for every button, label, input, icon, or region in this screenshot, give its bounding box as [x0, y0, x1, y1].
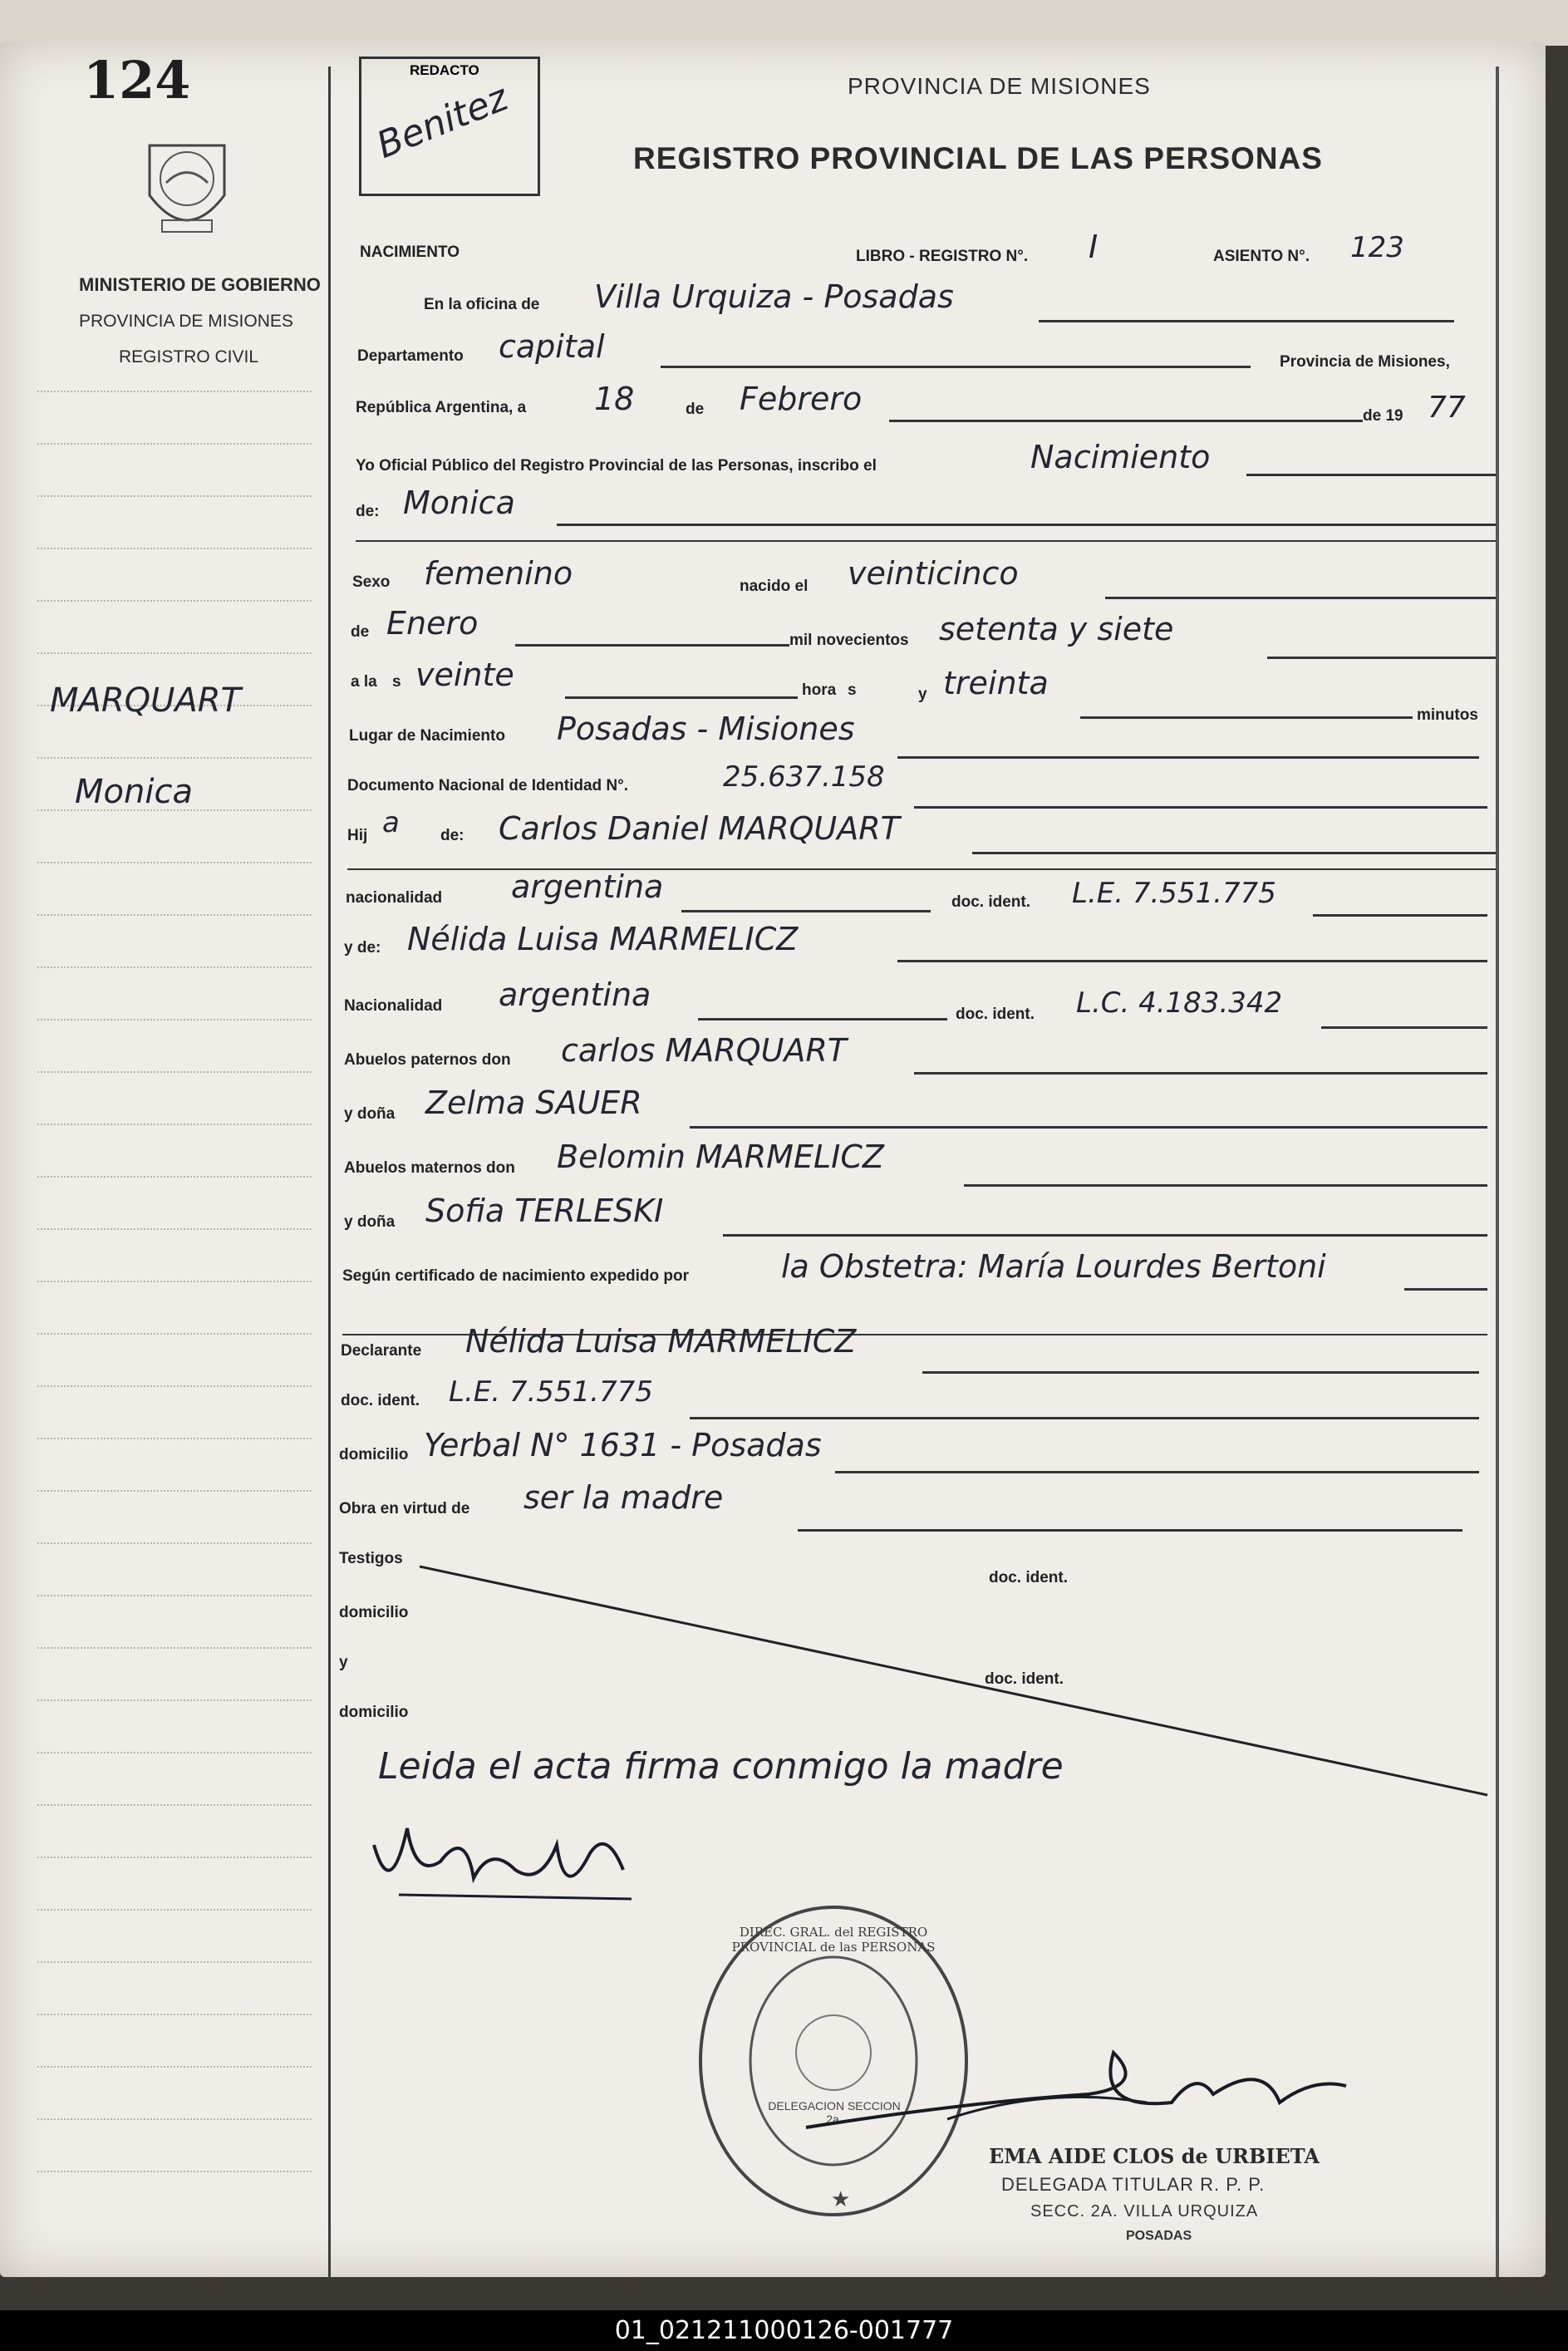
- inscribo-line: [1246, 474, 1496, 476]
- oficina-value: Villa Urquiza - Posadas: [594, 278, 954, 315]
- departamento-line: [661, 366, 1251, 368]
- libro-label: LIBRO - REGISTRO N°.: [856, 248, 1029, 265]
- margin-ruled-line: [37, 2066, 312, 2068]
- doc-decl-label: doc. ident.: [341, 1392, 420, 1409]
- hora-suffix: s: [392, 673, 401, 691]
- domicilio-line: [835, 1471, 1479, 1473]
- seal-inner-text: DELEGACION SECCION 2a.: [768, 2099, 901, 2126]
- madre-value: Nélida Luisa MARMELICZ: [407, 921, 799, 957]
- doc-padre-value: L.E. 7.551.775: [1072, 877, 1276, 910]
- doc-padre-line: [1313, 914, 1487, 917]
- padre-line: [972, 852, 1496, 854]
- de-mes-label: de: [351, 623, 370, 641]
- testigos-dom-label: domicilio: [339, 1604, 409, 1621]
- doc-padre-label: doc. ident.: [951, 893, 1030, 911]
- declarante-label: Declarante: [341, 1342, 422, 1360]
- margin-ruled-line: [37, 1804, 312, 1806]
- right-border: [1496, 66, 1499, 2277]
- margin-ruled-line: [37, 2171, 312, 2172]
- mes-value: Febrero: [740, 381, 863, 417]
- domicilio-label: domicilio: [339, 1446, 409, 1463]
- margin-ruled-line: [37, 1595, 312, 1596]
- inscribo-value: Nacimiento: [1030, 439, 1211, 475]
- margin-ruled-line: [37, 2014, 312, 2015]
- margin-ruled-line: [37, 391, 312, 392]
- hora-label: a la: [351, 673, 377, 691]
- nac-madre-label: Nacionalidad: [344, 997, 443, 1015]
- margin-ruled-line: [37, 1857, 312, 1858]
- nac-padre-label: nacionalidad: [346, 889, 443, 907]
- testigos-doc-label: doc. ident.: [989, 1569, 1068, 1586]
- hij-de-label: de:: [440, 827, 465, 844]
- margin-ruled-line: [37, 1752, 312, 1753]
- y-testigo-label: y: [339, 1654, 348, 1671]
- madre-label: y de:: [344, 939, 381, 957]
- y-label: y: [918, 686, 927, 703]
- redacto-box: [359, 57, 540, 196]
- lugar-value: Posadas - Misiones: [557, 711, 855, 747]
- nacido-value: veinticinco: [848, 555, 1019, 592]
- abuelo-m-value: Belomin MARMELICZ: [557, 1139, 884, 1175]
- mil-value: setenta y siete: [939, 611, 1174, 647]
- asiento-label: ASIENTO N°.: [1213, 248, 1310, 265]
- certificado-label: Según certificado de nacimiento expedido por: [342, 1267, 690, 1285]
- nac-padre-line: [681, 910, 931, 912]
- doc-madre-value: L.C. 4.183.342: [1076, 986, 1283, 1020]
- margin-ruled-line: [37, 443, 312, 445]
- minutos-value: treinta: [943, 665, 1049, 701]
- nombre-line-2: [356, 540, 1496, 542]
- redacto-signature: Benitez: [371, 76, 514, 168]
- abuela-p-line: [690, 1126, 1487, 1129]
- departamento-value: capital: [499, 328, 605, 365]
- oficina-line: [1039, 320, 1454, 322]
- sexo-value: femenino: [424, 555, 573, 592]
- mil-label: mil novecientos: [789, 632, 909, 649]
- page-number: 124: [83, 50, 191, 111]
- stamp-title: DELEGADA TITULAR R. P. P.: [1001, 2174, 1266, 2195]
- margin-ruled-line: [37, 1385, 312, 1387]
- y-doc-label: doc. ident.: [985, 1670, 1064, 1688]
- asiento-value: 123: [1350, 231, 1404, 264]
- obra-value: ser la madre: [523, 1479, 724, 1516]
- seal-text: DIREC. GRAL. del REGISTRO PROVINCIAL de las PERSONAS: [731, 1925, 936, 1955]
- redacto-label: REDACTO: [410, 62, 479, 78]
- margin-ruled-line: [37, 757, 312, 759]
- closing-text: Leida el acta firma conmigo la madre: [378, 1745, 1064, 1788]
- margin-ruled-line: [37, 862, 312, 863]
- oficial-text: Yo Oficial Público del Registro Provincial de las Personas, inscribo el: [356, 457, 877, 475]
- margin-ruled-line: [37, 1438, 312, 1439]
- coat-of-arms-icon: [141, 129, 233, 245]
- margin-ruled-line: [37, 1909, 312, 1911]
- hij-suffix: a: [382, 806, 400, 839]
- madre-line: [897, 960, 1487, 962]
- dni-value: 25.637.158: [723, 760, 885, 794]
- abuelo-p-line: [914, 1072, 1487, 1075]
- obra-line: [798, 1529, 1462, 1532]
- hora-line: [565, 696, 798, 699]
- doc-madre-line: [1321, 1026, 1487, 1029]
- margin-surname: MARQUART: [50, 681, 242, 720]
- margin-province: PROVINCIA DE MISIONES: [79, 312, 293, 331]
- abuelos-m-label: Abuelos maternos don: [344, 1159, 515, 1177]
- minutos-label: minutos: [1417, 706, 1478, 724]
- nac-mes-line: [515, 644, 789, 647]
- abuelo-p-value: carlos MARQUART: [561, 1032, 848, 1069]
- footer-id: 01_021211000126-001777: [614, 2316, 954, 2345]
- doc-decl-value: L.E. 7.551.775: [449, 1375, 653, 1409]
- oficina-label: En la oficina de: [424, 296, 540, 313]
- departamento-label: Departamento: [357, 347, 464, 365]
- certificado-line: [1404, 1288, 1487, 1291]
- margin-ruled-line: [37, 600, 312, 602]
- margin-ruled-line: [37, 1333, 312, 1335]
- testigos-label: Testigos: [339, 1550, 403, 1567]
- official-signature: [798, 2036, 1379, 2144]
- minutos-line: [1080, 716, 1413, 719]
- abuelo-m-line: [964, 1184, 1487, 1187]
- de-nombre-label: de:: [356, 503, 380, 520]
- declarante-value: Nélida Luisa MARMELICZ: [465, 1323, 857, 1360]
- margin-ruled-line: [37, 1176, 312, 1178]
- doc-madre-label: doc. ident.: [956, 1006, 1035, 1023]
- nac-padre-value: argentina: [511, 868, 664, 905]
- lugar-label: Lugar de Nacimiento: [349, 727, 505, 745]
- anio-value: 77: [1428, 391, 1466, 425]
- margin-civil-registry: REGISTRO CIVIL: [119, 347, 259, 366]
- margin-ruled-line: [37, 1699, 312, 1701]
- record-type: NACIMIENTO: [360, 243, 460, 261]
- anio-label: de 19: [1363, 407, 1403, 425]
- declarante-line: [922, 1371, 1479, 1374]
- margin-ruled-line: [37, 548, 312, 549]
- dona-label-1: y doña: [344, 1105, 396, 1123]
- padre-value: Carlos Daniel MARQUART: [499, 810, 900, 847]
- ministry-label: MINISTERIO DE GOBIERNO: [79, 274, 321, 295]
- margin-ruled-line: [37, 1281, 312, 1282]
- lugar-line: [897, 756, 1479, 759]
- nombre-line: [557, 524, 1496, 526]
- mes-line: [889, 420, 1363, 422]
- header-province: PROVINCIA DE MISIONES: [848, 73, 1151, 99]
- stamp-name: EMA AIDE CLOS de URBIETA: [989, 2144, 1320, 2168]
- domicilio-value: Yerbal N° 1631 - Posadas: [424, 1427, 822, 1463]
- republica-label: República Argentina, a: [356, 399, 527, 416]
- y-dom-label: domicilio: [339, 1704, 409, 1721]
- header-registry: REGISTRO PROVINCIAL DE LAS PERSONAS: [633, 141, 1323, 175]
- doc-decl-line: [690, 1417, 1479, 1419]
- stamp-section: SECC. 2A. VILLA URQUIZA: [1030, 2202, 1259, 2221]
- margin-ruled-line: [37, 1961, 312, 1963]
- dni-label: Documento Nacional de Identidad N°.: [347, 777, 629, 794]
- margin-ruled-line: [37, 1228, 312, 1230]
- svg-text:★: ★: [831, 2187, 851, 2212]
- margin-ruled-line: [37, 1647, 312, 1649]
- nombre-value: Monica: [403, 484, 515, 521]
- nac-madre-value: argentina: [499, 976, 651, 1013]
- hij-label: Hij: [347, 827, 368, 844]
- abuela-p-value: Zelma SAUER: [425, 1085, 642, 1121]
- nacido-label: nacido el: [740, 578, 809, 595]
- dona-label-2: y doña: [344, 1213, 396, 1231]
- abuela-m-line: [723, 1234, 1487, 1237]
- nac-madre-line: [698, 1018, 947, 1021]
- libro-value: I: [1089, 229, 1099, 265]
- stamp-city: POSADAS: [1126, 2229, 1192, 2243]
- abuela-m-value: Sofia TERLESKI: [425, 1193, 664, 1229]
- certificado-value: la Obstetra: María Lourdes Bertoni: [781, 1248, 1326, 1285]
- margin-ruled-line: [37, 1019, 312, 1021]
- margin-given-name: Monica: [75, 773, 193, 811]
- margin-ruled-line: [37, 914, 312, 916]
- margin-divider: [328, 66, 331, 2277]
- abuelos-p-label: Abuelos paternos don: [344, 1051, 511, 1069]
- horas-suffix: s: [848, 681, 857, 699]
- nac-mes-value: Enero: [386, 605, 479, 642]
- horas-label: hora: [802, 681, 837, 699]
- provincia-suffix: Provincia de Misiones,: [1280, 353, 1450, 371]
- nacido-line: [1105, 597, 1496, 599]
- sexo-label: Sexo: [352, 573, 391, 591]
- mil-line: [1267, 657, 1496, 659]
- obra-label: Obra en virtud de: [339, 1500, 470, 1517]
- margin-ruled-line: [37, 1071, 312, 1073]
- document-page: [0, 42, 1546, 2277]
- margin-ruled-line: [37, 1542, 312, 1544]
- dni-line: [914, 806, 1487, 809]
- de-label: de: [686, 401, 705, 418]
- margin-ruled-line: [37, 1490, 312, 1492]
- top-page-strip: [0, 0, 1568, 46]
- hora-value: veinte: [415, 657, 514, 693]
- margin-ruled-line: [37, 966, 312, 968]
- margin-ruled-line: [37, 495, 312, 497]
- dia-value: 18: [594, 381, 635, 417]
- margin-ruled-line: [37, 1124, 312, 1125]
- mother-signature: [366, 1795, 640, 1911]
- margin-ruled-line: [37, 652, 312, 654]
- margin-ruled-line: [37, 2118, 312, 2120]
